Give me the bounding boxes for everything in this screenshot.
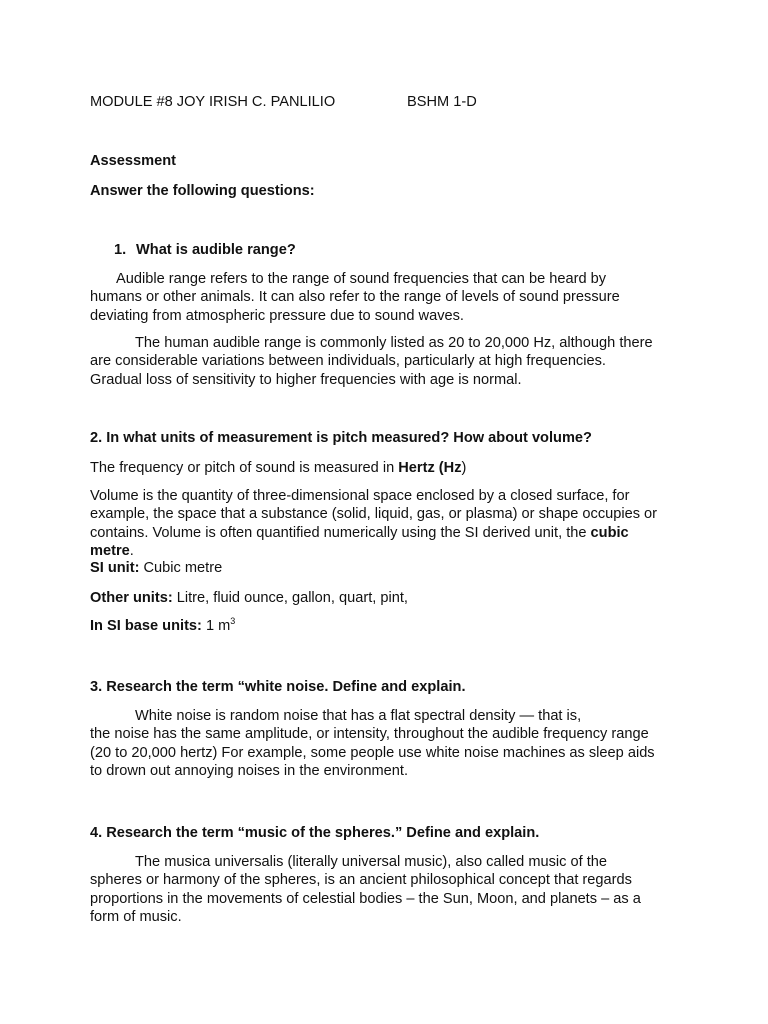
instructions: Answer the following questions: xyxy=(90,183,315,199)
q4-line: The musica universalis (literally universal music), also called music of the xyxy=(135,854,608,870)
assessment-heading: Assessment xyxy=(90,153,176,169)
question-1-answer-2 xyxy=(90,334,690,389)
volume-period: . xyxy=(129,542,134,559)
q1-a1-line: Audible range refers to the range of sound frequencies that can be heard by xyxy=(116,271,607,287)
q4-line: spheres or harmony of the spheres, is an ancient philosophical concept that regards xyxy=(90,872,632,889)
pitch-text: The frequency or pitch of sound is measured in xyxy=(90,460,399,476)
si-base-units-label: In SI base units: xyxy=(90,618,206,634)
question-4-title: 4. Research the term “music of the spheres.” Define and explain. xyxy=(90,825,540,841)
question-1-number: 1. xyxy=(114,242,127,258)
pitch-unit: Hertz (Hz xyxy=(398,460,462,476)
volume-unit-cubic: cubic xyxy=(590,524,629,541)
q3-line: White noise is random noise that has a flat spectral density — that is, xyxy=(135,708,582,724)
pitch-answer xyxy=(90,459,466,477)
volume-unit-metre: metre xyxy=(90,542,130,559)
q1-a2-line: Gradual loss of sensitivity to higher frequencies with age is normal. xyxy=(90,371,522,388)
volume-line: Volume is the quantity of three-dimensional space enclosed by a closed surface, for xyxy=(90,488,630,504)
si-base-units-line xyxy=(90,617,235,635)
volume-paragraph xyxy=(90,487,690,560)
q4-line: proportions in the movements of celestial bodies – the Sun, Moon, and planets – as a xyxy=(90,890,641,907)
other-units-value: Litre, fluid ounce, gallon, quart, pint, xyxy=(176,590,408,606)
q3-line: the noise has the same amplitude, or intensity, throughout the audible frequency range xyxy=(90,726,649,743)
volume-line-text: contains. Volume is often quantified numerically using the SI derived unit, the xyxy=(90,524,591,541)
other-units-label: Other units: xyxy=(90,590,177,606)
question-3-title: 3. Research the term “white noise. Define and explain. xyxy=(90,679,466,695)
section-code: BSHM 1-D xyxy=(407,94,477,110)
q1-a2-line: are considerable variations between individuals, particularly at high frequencies. xyxy=(90,353,606,370)
question-3-answer xyxy=(90,707,690,780)
si-unit-label: SI unit: xyxy=(90,560,144,576)
pitch-close: ) xyxy=(461,460,467,476)
si-unit-line xyxy=(90,559,222,577)
question-1-title: What is audible range? xyxy=(136,242,296,258)
q3-line: (20 to 20,000 hertz) For example, some people use white noise machines as sleep aids xyxy=(90,744,655,761)
q3-line: to drown out annoying noises in the environment. xyxy=(90,762,409,779)
question-2-title: 2. In what units of measurement is pitch measured? How about volume? xyxy=(90,430,592,446)
other-units-line xyxy=(90,589,408,607)
q1-a2-line: The human audible range is commonly listed as 20 to 20,000 Hz, although there xyxy=(135,335,653,351)
question-4-answer xyxy=(90,853,690,926)
volume-line: example, the space that a substance (solid, liquid, gas, or plasma) or shape occupies or xyxy=(90,506,658,523)
volume-line xyxy=(90,542,690,560)
si-base-units-value: 1 m xyxy=(205,618,231,634)
q4-line: form of music. xyxy=(90,908,182,925)
si-unit-value: Cubic metre xyxy=(143,560,223,576)
si-base-units-exponent: 3 xyxy=(230,616,236,626)
question-1-answer-1 xyxy=(90,270,690,325)
module-header: MODULE #8 JOY IRISH C. PANLILIO xyxy=(90,94,336,110)
volume-line xyxy=(90,524,690,542)
q1-a1-line: humans or other animals. It can also refer to the range of levels of sound pressure xyxy=(90,289,620,306)
q1-a1-line: deviating from atmospheric pressure due to sound waves. xyxy=(90,307,464,324)
